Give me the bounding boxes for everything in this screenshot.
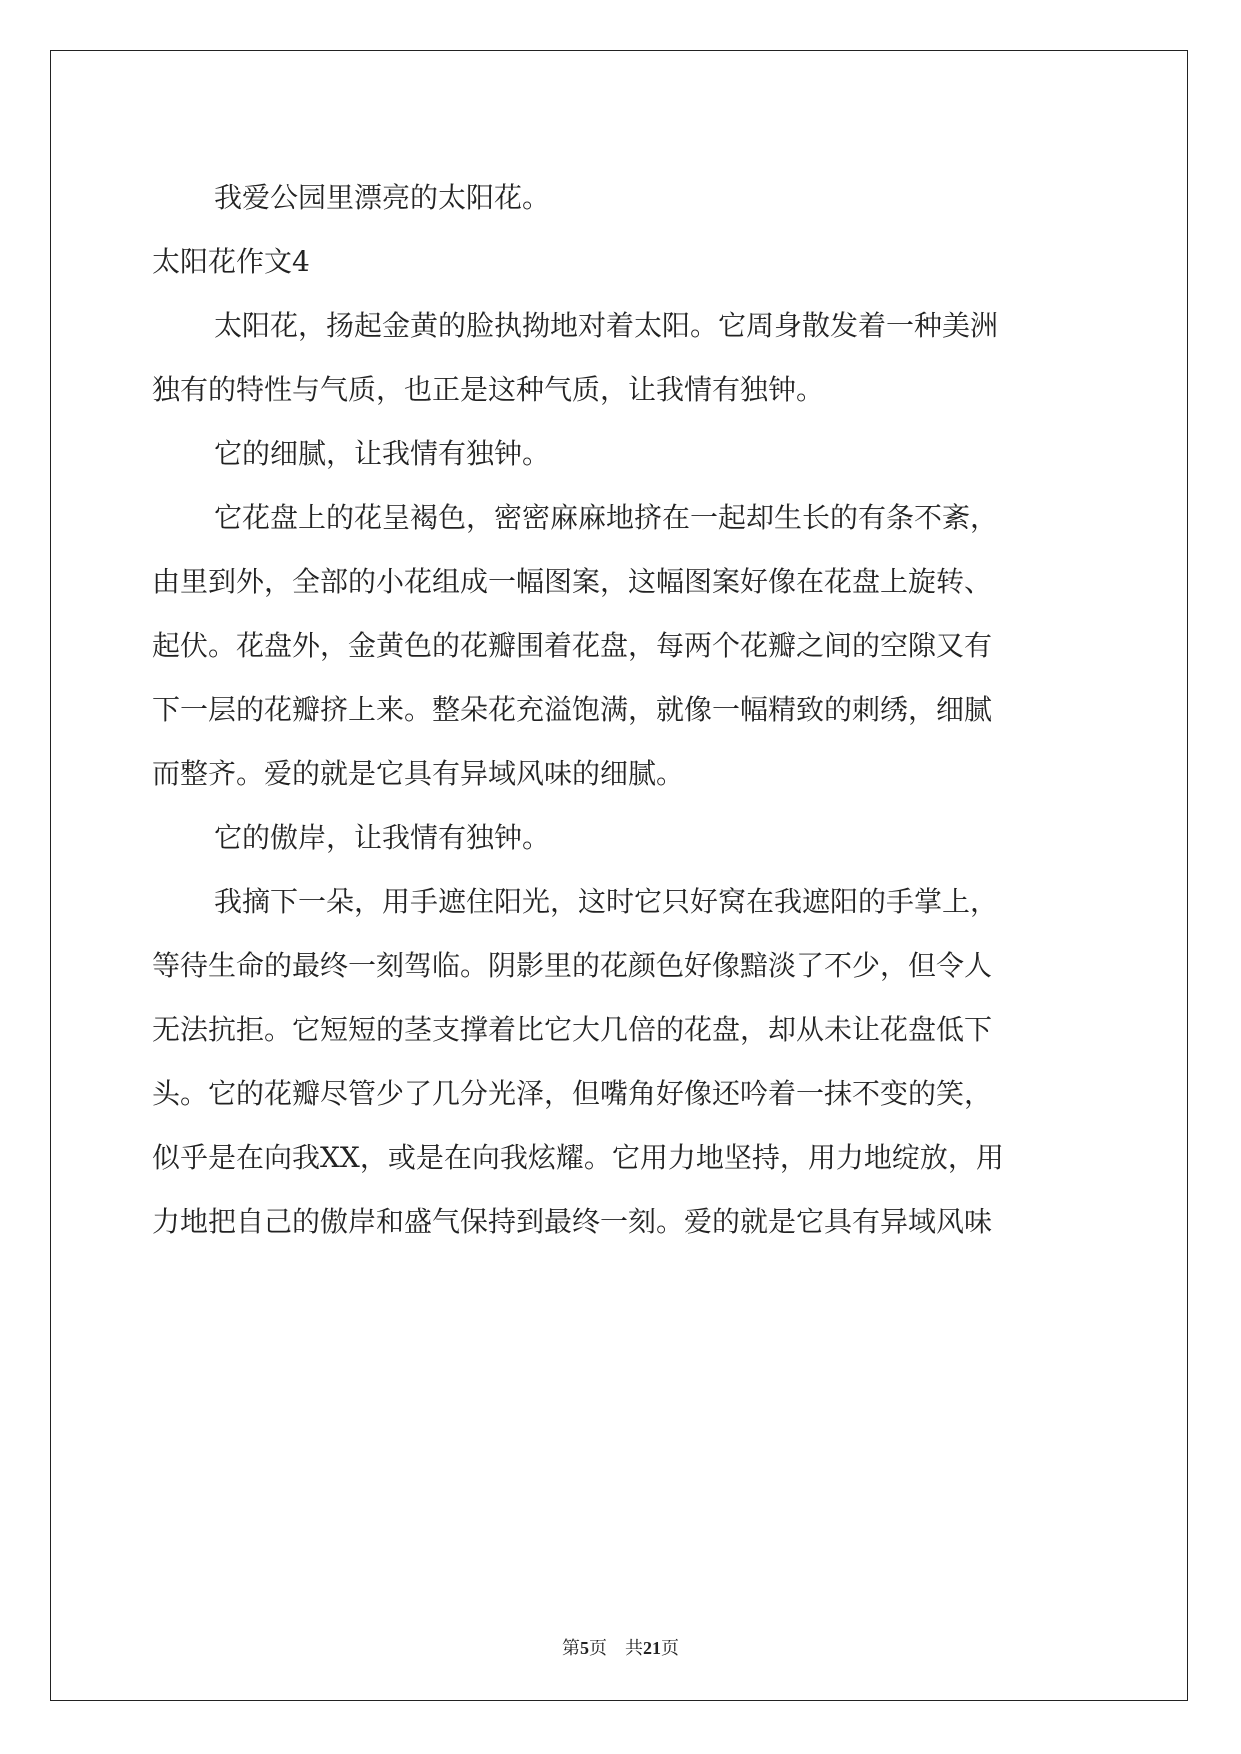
paragraph-line: 起伏。花盘外，金黄色的花瓣围着花盘，每两个花瓣之间的空隙又有 — [152, 629, 993, 662]
paragraph-line: 由里到外，全部的小花组成一幅图案，这幅图案好像在花盘上旋转、 — [152, 565, 993, 598]
paragraph-line: 它的傲岸，让我情有独钟。 — [214, 821, 551, 854]
paragraph-line: 下一层的花瓣挤上来。整朵花充溢饱满，就像一幅精致的刺绣，细腻 — [152, 693, 993, 726]
paragraph-line: 等待生命的最终一刻驾临。阴影里的花颜色好像黯淡了不少，但令人 — [152, 949, 993, 982]
paragraph-line: 它花盘上的花呈褐色，密密麻麻地挤在一起却生长的有条不紊， — [214, 501, 999, 534]
paragraph-line: 我摘下一朵，用手遮住阳光，这时它只好窝在我遮阳的手掌上， — [214, 885, 999, 918]
paragraph-line: 头。它的花瓣尽管少了几分光泽，但嘴角好像还吟着一抹不变的笑， — [152, 1077, 993, 1110]
paragraph-line: 它的细腻，让我情有独钟。 — [214, 437, 551, 470]
section-heading: 太阳花作文4 — [152, 245, 310, 278]
page-number: 5 — [580, 1638, 589, 1658]
total-pages: 21 — [643, 1638, 661, 1658]
paragraph-line: 无法抗拒。它短短的茎支撑着比它大几倍的花盘，却从未让花盘低下 — [152, 1013, 993, 1046]
paragraph-line: 似乎是在向我XX，或是在向我炫耀。它用力地坚持，用力地绽放，用 — [152, 1141, 1004, 1174]
paragraph-line: 太阳花，扬起金黄的脸执拗地对着太阳。它周身散发着一种美洲 — [214, 309, 999, 342]
paragraph-line: 而整齐。爱的就是它具有异域风味的细腻。 — [152, 757, 685, 790]
paragraph-line: 我爱公园里漂亮的太阳花。 — [214, 181, 551, 214]
paragraph-line: 力地把自己的傲岸和盛气保持到最终一刻。爱的就是它具有异域风味 — [152, 1205, 993, 1238]
footer-suffix: 页 — [661, 1638, 679, 1659]
footer-prefix: 第 — [562, 1638, 580, 1659]
document-body — [152, 166, 1092, 1254]
page-footer — [0, 1634, 1241, 1660]
paragraph-line: 独有的特性与气质，也正是这种气质，让我情有独钟。 — [152, 373, 825, 406]
footer-middle: 页 共 — [589, 1638, 643, 1659]
